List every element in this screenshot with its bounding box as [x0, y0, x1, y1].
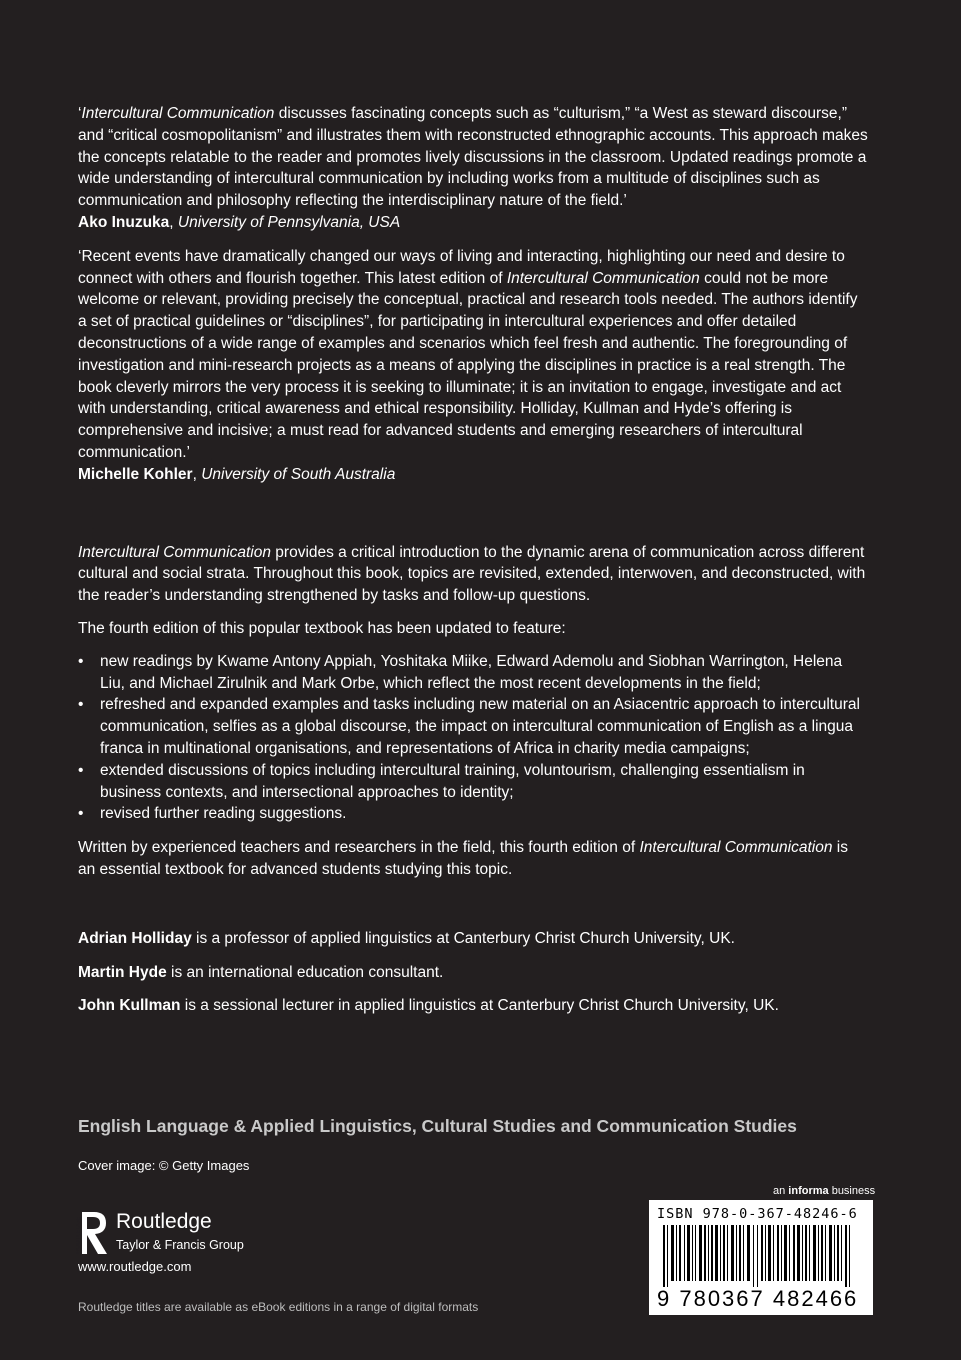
- bullet: •: [78, 805, 84, 823]
- isbn-number: 9 780367 482466: [657, 1286, 859, 1311]
- routledge-icon: [76, 1208, 110, 1258]
- author-bio: [78, 995, 868, 1017]
- publisher-url[interactable]: www.routledge.com: [78, 1259, 192, 1274]
- bullet: •: [78, 761, 84, 779]
- author-bio-text: is a sessional lecturer in applied linguistics at Canterbury Christ Church University, UK.: [180, 997, 779, 1015]
- feature-text: new readings by Kwame Antony Appiah, Yoshitaka Miike, Edward Ademolu and Siobhan Warrington, Helena Liu, and Michael Zirulnik and Mark Orbe, which reflect the most recent developments in the field;: [100, 652, 843, 692]
- routledge-vertical-text: ROUTLEDGE: [76, 1216, 82, 1254]
- informa-brand: informa: [788, 1185, 829, 1197]
- feature-item: [78, 760, 868, 804]
- closing-text-start: Written by experienced teachers and researchers in the field, this fourth edition of: [78, 839, 640, 857]
- closing-title: Intercultural Communication: [639, 839, 833, 857]
- feature-text: refreshed and expanded examples and tasks including new material on an Asiacentric approach to intercultural communication, selfies as a global discourse, the impact on intercultural communication of English as a lingua franca in multinational organisations, and representations of Africa in charity media campaigns;: [100, 696, 860, 757]
- endorsement-1-name: Ako Inuzuka: [78, 213, 170, 231]
- author-bio: [78, 962, 868, 984]
- features-lead: The fourth edition of this popular textbook has been updated to feature:: [78, 619, 566, 637]
- endorsement-2-name: Michelle Kohler: [78, 465, 193, 483]
- endorsement-2-quote: [78, 246, 868, 464]
- endorsement-1-title: Intercultural Communication: [81, 105, 275, 122]
- publisher-group: Taylor & Francis Group: [116, 1238, 244, 1252]
- description-intro-text: provides a critical introduction to the dynamic arena of communication across different cultural and social strata. Throughout this book, topics are revisited, extended, interwoven, and deconstructed, with the reader’s understanding strengthened by tasks and follow-up questions.: [78, 543, 866, 605]
- informa-suffix: business: [828, 1185, 876, 1197]
- subject-categories: English Language & Applied Linguistics, Cultural Studies and Communication Studies: [78, 1116, 797, 1136]
- endorsement-2-attribution: Michelle Kohler, University of South Australia: [78, 465, 396, 483]
- bullet: •: [78, 696, 84, 714]
- features-list: [78, 651, 868, 825]
- informa-prefix: an: [773, 1185, 789, 1197]
- author-bio-text: is an international education consultant.: [166, 963, 444, 981]
- bullet: •: [78, 652, 84, 670]
- author-name: John Kullman: [78, 997, 181, 1015]
- feature-item: [78, 694, 868, 759]
- closing-text-end: is an essential textbook for advanced students studying this topic.: [78, 839, 848, 878]
- description-title: Intercultural Communication: [78, 543, 271, 561]
- endorsement-1-text: discusses fascinating concepts such as “culturism,” “a West as steward discourse,” and “critical cosmopolitanism” and illustrates them with reconstructed ethnographic accounts. This approach makes the concepts relatable to the reader and promotes lively discussions in the classroom. Updated readings promote a wide understanding of intercultural communication by including works from a multitude of disciplines such as communication and philosophy reflecting the interdisciplinary nature of the field.’: [78, 105, 868, 210]
- cover-credit: Cover image: © Getty Images: [78, 1158, 250, 1173]
- author-name: Adrian Holliday: [78, 929, 192, 947]
- feature-text: revised further reading suggestions.: [100, 805, 347, 823]
- isbn-barcode: [649, 1200, 873, 1315]
- feature-text: extended discussions of topics including intercultural training, voluntourism, challenging essentialism in business contexts, and intersectional approaches to identity;: [100, 761, 805, 801]
- endorsement-2-text-start: ‘Recent events have dramatically changed our ways of living and interacting, highlighting our need and desire to connect with others and flourish together. This latest edition of: [78, 247, 845, 287]
- endorsement-1-affiliation: University of Pennsylvania, USA: [177, 213, 401, 231]
- endorsement-2-text-rest: could not be more welcome or relevant, providing precisely the conceptual, practical and research tools needed. The authors identify a set of practical guidelines or “disciplines”, for participating in intercultural experiences and offer detailed deconstructions of a wide range of examples and scenarios which feel fresh and authentic. The foregrounding of investigation and mini-research projects as a means of applying the disciplines in practice is a real strength. The book cleverly mirrors the very process it is seeking to illuminate; it is an invitation to engage, investigate and act with understanding, critical awareness and ethical responsibility. Holliday, Kullman and Hyde’s offering is comprehensive and incisive; a must read for advanced students and emerging researchers of intercultural communication.’: [78, 269, 858, 461]
- endorsement-1-quote: ‘Intercultural Communication discusses fascinating concepts such as “culturism,” “a West as steward discourse,” and “critical cosmopolitanism” and illustrates them with reconstructed ethnographic accounts. This approach makes the concepts relatable to the reader and promotes lively discussions in the classroom. Updated readings promote a wide understanding of intercultural communication by including works from a multitude of disciplines such as communication and philosophy reflecting the interdisciplinary nature of the field.’: [78, 105, 868, 210]
- author-bios: [78, 928, 868, 1017]
- feature-item: [78, 651, 868, 695]
- routledge-logo: [76, 1208, 256, 1258]
- endorsement-2-affiliation: University of South Australia: [201, 465, 396, 483]
- ebook-note: Routledge titles are available as eBook editions in a range of digital formats: [78, 1300, 479, 1314]
- barcode-icon: [655, 1225, 867, 1287]
- informa-tagline: [773, 1185, 875, 1197]
- endorsement-2-title: Intercultural Communication: [506, 269, 700, 287]
- endorsement-1-attribution: Ako Inuzuka, University of Pennsylvania, USA: [78, 213, 401, 231]
- author-name: Martin Hyde: [78, 963, 167, 981]
- back-cover-text: [78, 103, 868, 1029]
- author-bio: [78, 928, 868, 950]
- author-bio-text: is a professor of applied linguistics at Canterbury Christ Church University, UK.: [191, 929, 735, 947]
- feature-item: [78, 803, 868, 825]
- description-intro: [78, 542, 868, 607]
- isbn-label: ISBN 978-0-367-48246-6: [657, 1206, 858, 1222]
- publisher-name: Routledge: [116, 1210, 212, 1233]
- description-closing: [78, 837, 868, 881]
